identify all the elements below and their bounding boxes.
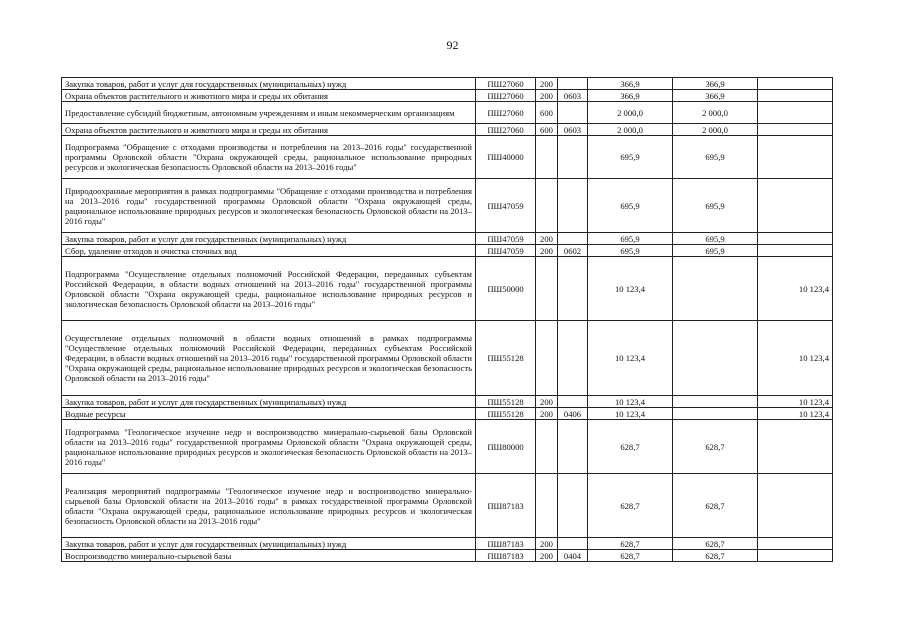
row-code: ПШ40000 — [476, 136, 536, 179]
row-sum-3: 10 123,4 — [758, 396, 833, 408]
row-expense-type: 200 — [536, 90, 558, 102]
row-section — [558, 78, 588, 90]
row-name: Закупка товаров, работ и услуг для государственных (муниципальных) нужд — [62, 538, 476, 550]
row-code: ПШ27060 — [476, 124, 536, 136]
row-sum-2: 695,9 — [673, 245, 758, 257]
row-sum-3 — [758, 245, 833, 257]
row-sum-1: 2 000,0 — [588, 124, 673, 136]
row-sum-2: 695,9 — [673, 233, 758, 245]
row-sum-2: 366,9 — [673, 90, 758, 102]
row-sum-1: 10 123,4 — [588, 408, 673, 420]
table-row — [62, 179, 833, 233]
row-section — [558, 257, 588, 321]
row-sum-2: 695,9 — [673, 136, 758, 179]
row-name: Сбор, удаление отходов и очистка сточных вод — [62, 245, 476, 257]
row-code: ПШ27060 — [476, 78, 536, 90]
row-section — [558, 136, 588, 179]
row-sum-3 — [758, 420, 833, 474]
row-sum-2: 628,7 — [673, 420, 758, 474]
row-code: ПШ87183 — [476, 550, 536, 562]
table-row — [62, 321, 833, 396]
row-name: Подпрограмма "Обращение с отходами производства и потребления на 2013–2016 годы" государственной программы Орловской области "Охрана окружающей среды, рациональное использование природных ресурсов и экологическая безопасность Орловской области на 2013–2016 годы" — [62, 136, 476, 179]
row-sum-2: 366,9 — [673, 78, 758, 90]
row-section — [558, 233, 588, 245]
row-expense-type: 200 — [536, 408, 558, 420]
row-sum-1: 10 123,4 — [588, 257, 673, 321]
row-sum-3 — [758, 90, 833, 102]
row-sum-3: 10 123,4 — [758, 257, 833, 321]
table-row — [62, 538, 833, 550]
row-sum-3 — [758, 233, 833, 245]
row-sum-3 — [758, 102, 833, 124]
row-section: 0603 — [558, 124, 588, 136]
row-code: ПШ50000 — [476, 257, 536, 321]
row-name: Осуществление отдельных полномочий в области водных отношений в рамках подпрограммы "Осуществление отдельных полномочий Российской Федерации, переданных субъектам Российской Федерации, в области водных отношений на 2013–2016 годы" государственной программы Орловской области "Охрана окружающей среды, рациональное использование природных ресурсов и экологическая безопасность Орловской области на 2013–2016 годы" — [62, 321, 476, 396]
row-expense-type: 200 — [536, 233, 558, 245]
row-section: 0406 — [558, 408, 588, 420]
row-sum-1: 695,9 — [588, 136, 673, 179]
row-name: Водные ресурсы — [62, 408, 476, 420]
row-expense-type: 200 — [536, 538, 558, 550]
row-name: Реализация мероприятий подпрограммы "Геологическое изучение недр и воспроизводство минерально-сырьевой базы Орловской области на 2013–2016 годы" в рамках государственной программы Орловской области "Охрана окружающей среды, рациональное использование природных ресурсов и экологическая безопасность Орловской области на 2013–2016 годы" — [62, 474, 476, 538]
row-section — [558, 474, 588, 538]
row-sum-1: 2 000,0 — [588, 102, 673, 124]
table-row — [62, 78, 833, 90]
row-name: Охрана объектов растительного и животного мира и среды их обитания — [62, 90, 476, 102]
row-name: Подпрограмма "Геологическое изучение недр и воспроизводство минерально-сырьевой базы Орловской области на 2013–2016 годы" государственной программы Орловской области "Охрана окружающей среды, рациональное использование природных ресурсов и экологическая безопасность Орловской области на 2013–2016 годы" — [62, 420, 476, 474]
row-code: ПШ27060 — [476, 90, 536, 102]
row-sum-3 — [758, 136, 833, 179]
row-name: Закупка товаров, работ и услуг для государственных (муниципальных) нужд — [62, 233, 476, 245]
row-section: 0602 — [558, 245, 588, 257]
row-name: Охрана объектов растительного и животного мира и среды их обитания — [62, 124, 476, 136]
row-sum-1: 628,7 — [588, 420, 673, 474]
row-section — [558, 321, 588, 396]
row-code: ПШ47059 — [476, 245, 536, 257]
row-sum-3 — [758, 474, 833, 538]
row-expense-type — [536, 179, 558, 233]
row-expense-type: 200 — [536, 550, 558, 562]
row-sum-1: 366,9 — [588, 78, 673, 90]
row-sum-3 — [758, 538, 833, 550]
row-name: Природоохранные мероприятия в рамках подпрограммы "Обращение с отходами производства и потребления на 2013–2016 годы" государственной программы Орловской области "Охрана окружающей среды, рациональное использование природных ресурсов и экологическая безопасность Орловской области на 2013–2016 годы" — [62, 179, 476, 233]
table-row — [62, 102, 833, 124]
row-section: 0603 — [558, 90, 588, 102]
row-sum-1: 628,7 — [588, 550, 673, 562]
row-name: Подпрограмма "Осуществление отдельных полномочий Российской Федерации, переданных субъектам Российской Федерации, в области водных отношений на 2013–2016 годы" государственной программы Орловской области "Охрана окружающей среды, рациональное использование природных ресурсов и экологическая безопасность Орловской области на 2013–2016 годы" — [62, 257, 476, 321]
row-sum-1: 10 123,4 — [588, 321, 673, 396]
row-expense-type: 200 — [536, 78, 558, 90]
row-name: Предоставление субсидий бюджетным, автономным учреждениям и иным некоммерческим организациям — [62, 102, 476, 124]
row-section: 0404 — [558, 550, 588, 562]
row-expense-type — [536, 257, 558, 321]
row-section — [558, 420, 588, 474]
table-row — [62, 233, 833, 245]
row-expense-type: 600 — [536, 124, 558, 136]
row-expense-type — [536, 136, 558, 179]
row-sum-3 — [758, 550, 833, 562]
row-code: ПШ47059 — [476, 179, 536, 233]
row-sum-3 — [758, 78, 833, 90]
row-sum-2: 695,9 — [673, 179, 758, 233]
row-sum-3 — [758, 179, 833, 233]
row-code: ПШ27060 — [476, 102, 536, 124]
row-section — [558, 102, 588, 124]
row-code: ПШ55128 — [476, 396, 536, 408]
row-sum-2: 628,7 — [673, 474, 758, 538]
row-sum-2 — [673, 257, 758, 321]
row-expense-type — [536, 420, 558, 474]
table-row — [62, 474, 833, 538]
row-code: ПШ87183 — [476, 474, 536, 538]
row-section — [558, 396, 588, 408]
row-name: Закупка товаров, работ и услуг для государственных (муниципальных) нужд — [62, 78, 476, 90]
row-sum-2 — [673, 321, 758, 396]
row-sum-1: 366,9 — [588, 90, 673, 102]
row-sum-1: 628,7 — [588, 474, 673, 538]
table-row — [62, 257, 833, 321]
table-row — [62, 245, 833, 257]
row-sum-2: 2 000,0 — [673, 124, 758, 136]
row-sum-3: 10 123,4 — [758, 321, 833, 396]
row-sum-2: 628,7 — [673, 550, 758, 562]
row-expense-type: 600 — [536, 102, 558, 124]
row-sum-2 — [673, 408, 758, 420]
table-row — [62, 136, 833, 179]
row-name: Воспроизводство минерально-сырьевой базы — [62, 550, 476, 562]
row-sum-1: 695,9 — [588, 233, 673, 245]
row-expense-type: 200 — [536, 396, 558, 408]
row-sum-1: 695,9 — [588, 245, 673, 257]
table-row — [62, 550, 833, 562]
row-section — [558, 179, 588, 233]
table-body — [62, 78, 833, 562]
table-row — [62, 90, 833, 102]
budget-table — [61, 77, 833, 562]
row-sum-1: 628,7 — [588, 538, 673, 550]
row-section — [558, 538, 588, 550]
row-name: Закупка товаров, работ и услуг для государственных (муниципальных) нужд — [62, 396, 476, 408]
row-sum-3: 10 123,4 — [758, 408, 833, 420]
row-code: ПШ87183 — [476, 538, 536, 550]
row-sum-2: 628,7 — [673, 538, 758, 550]
row-expense-type — [536, 474, 558, 538]
row-expense-type — [536, 321, 558, 396]
page-number: 92 — [446, 38, 459, 52]
table-row — [62, 396, 833, 408]
row-expense-type: 200 — [536, 245, 558, 257]
row-code: ПШ80000 — [476, 420, 536, 474]
row-code: ПШ55128 — [476, 321, 536, 396]
row-sum-2: 2 000,0 — [673, 102, 758, 124]
row-code: ПШ55128 — [476, 408, 536, 420]
row-sum-3 — [758, 124, 833, 136]
row-code: ПШ47059 — [476, 233, 536, 245]
row-sum-2 — [673, 396, 758, 408]
row-sum-1: 10 123,4 — [588, 396, 673, 408]
row-sum-1: 695,9 — [588, 179, 673, 233]
table-row — [62, 408, 833, 420]
table-row — [62, 420, 833, 474]
table-row — [62, 124, 833, 136]
